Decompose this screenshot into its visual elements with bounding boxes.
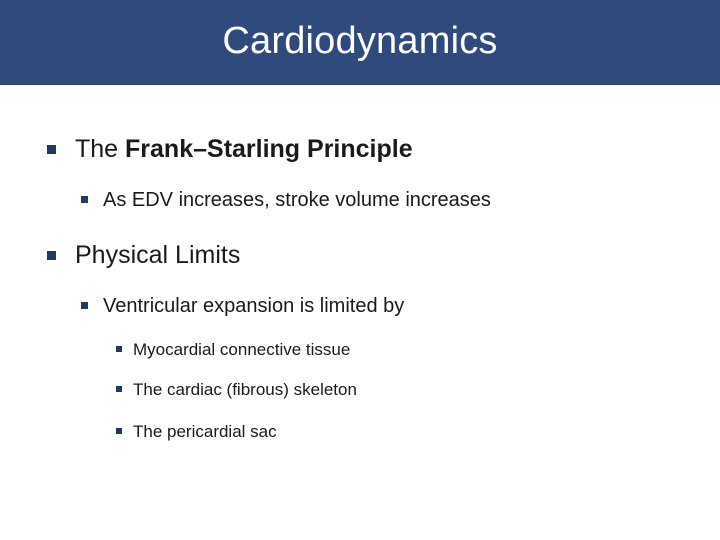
bullet-text: The pericardial sac	[133, 422, 277, 441]
bullet-ventricular-expansion	[81, 295, 404, 318]
bullet-text: The cardiac (fibrous) skeleton	[133, 380, 357, 399]
bullet-text	[75, 135, 413, 164]
bullet-frank-starling	[47, 135, 413, 164]
square-bullet-icon	[116, 428, 122, 434]
bullet-text: As EDV increases, stroke volume increases	[103, 189, 491, 211]
square-bullet-icon	[47, 251, 56, 260]
bullet-cardiac-skeleton	[116, 380, 357, 400]
square-bullet-icon	[116, 346, 122, 352]
square-bullet-icon	[116, 386, 122, 392]
square-bullet-icon	[81, 302, 88, 309]
bullet-myocardial-tissue	[116, 340, 350, 360]
bullet-text-bold: Frank–Starling Principle	[125, 135, 413, 163]
square-bullet-icon	[81, 196, 88, 203]
bullet-pericardial-sac	[116, 422, 277, 442]
slide-title-bar	[0, 0, 720, 85]
bullet-edv	[81, 189, 491, 212]
bullet-text-prefix: The	[75, 135, 126, 163]
bullet-text: Myocardial connective tissue	[133, 340, 351, 359]
bullet-physical-limits	[47, 241, 240, 270]
slide-title: Cardiodynamics	[222, 19, 498, 62]
square-bullet-icon	[47, 145, 56, 154]
bullet-text: Physical Limits	[75, 241, 241, 269]
bullet-text: Ventricular expansion is limited by	[103, 295, 405, 317]
